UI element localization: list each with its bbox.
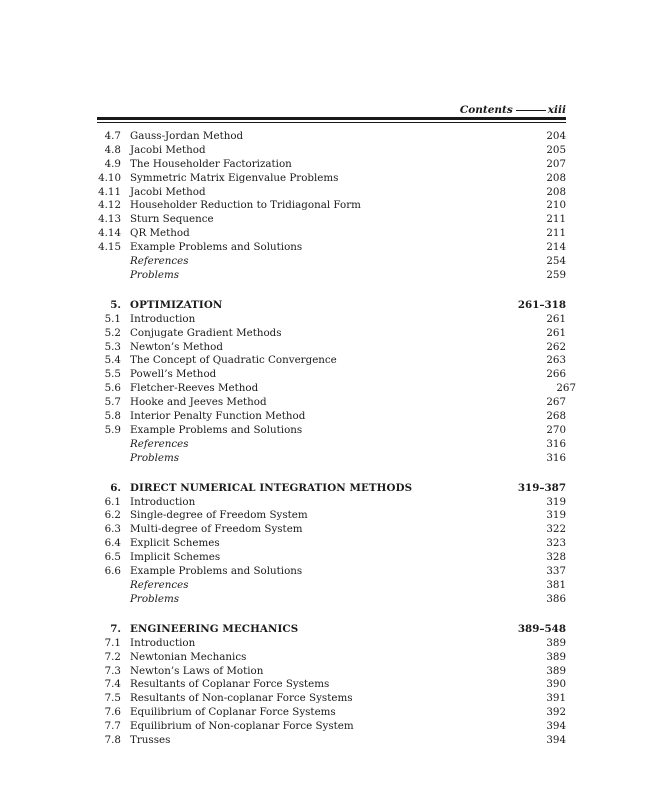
toc-entry-title: Hooke and Jeeves Method <box>130 396 267 409</box>
toc-entry-page: 389 <box>546 650 566 663</box>
toc-entry-row <box>97 537 566 551</box>
toc-entry-row <box>97 523 566 537</box>
toc-entry-page: 259 <box>546 268 566 281</box>
toc-entry-title: Problems <box>130 592 180 605</box>
table-of-contents <box>97 130 576 748</box>
toc-entry-title: Powell’s Method <box>130 368 217 381</box>
toc-entry-number: 6.3 <box>104 523 121 536</box>
toc-entry-page: 323 <box>546 537 566 550</box>
toc-entry-page: 261 <box>546 312 566 325</box>
toc-entry-title: Example Problems and Solutions <box>130 241 303 254</box>
toc-entry-number: 5.6 <box>104 382 121 395</box>
toc-entry-row <box>97 692 566 706</box>
toc-entry-page: 261 <box>546 326 566 339</box>
toc-entry-page: 211 <box>546 213 566 226</box>
toc-entry-title: Example Problems and Solutions <box>130 423 303 436</box>
toc-entry-row <box>97 269 566 283</box>
toc-entry-number: 7. <box>110 622 121 635</box>
toc-entry-page: 390 <box>546 678 566 691</box>
toc-entry-row <box>97 565 566 579</box>
toc-entry-title: Trusses <box>130 733 171 746</box>
toc-entry-title: References <box>130 578 189 591</box>
toc-entry-title: QR Method <box>130 227 190 240</box>
toc-entry-number: 4.14 <box>98 227 121 240</box>
toc-entry-title: Conjugate Gradient Methods <box>130 326 282 339</box>
toc-entry-row <box>97 341 566 355</box>
toc-entry-title: Single-degree of Freedom System <box>130 509 308 522</box>
running-header <box>97 103 566 117</box>
toc-entry-title: OPTIMIZATION <box>130 298 223 311</box>
toc-entry-number: 4.13 <box>98 213 121 226</box>
toc-entry-row <box>97 130 566 144</box>
toc-entry-number: 7.7 <box>104 720 121 733</box>
toc-entry-page: 254 <box>546 255 566 268</box>
toc-entry-row <box>97 144 566 158</box>
toc-entry-row <box>97 452 566 466</box>
toc-entry-page: 204 <box>546 130 566 142</box>
toc-entry-row <box>97 509 566 523</box>
toc-entry-page: 262 <box>546 340 566 353</box>
toc-entry-page: 381 <box>546 578 566 591</box>
toc-entry-title: References <box>130 255 189 268</box>
toc-entry-page: 392 <box>546 706 566 719</box>
toc-entry-number: 7.1 <box>104 636 121 649</box>
toc-entry-number: 5. <box>110 298 121 311</box>
toc-entry-page: 389 <box>546 636 566 649</box>
toc-chapter-row <box>97 481 566 496</box>
toc-entry-number: 4.8 <box>104 143 121 156</box>
toc-entry-number: 7.6 <box>104 706 121 719</box>
toc-entry-title: Gauss-Jordan Method <box>130 130 244 142</box>
toc-entry-row <box>97 734 566 748</box>
toc-entry-page: 386 <box>546 592 566 605</box>
header-rule-thick <box>97 117 566 120</box>
toc-entry-row <box>97 396 566 410</box>
toc-entry-title: ENGINEERING MECHANICS <box>130 622 299 635</box>
toc-entry-row <box>97 213 566 227</box>
toc-entry-title: Newton’s Method <box>130 340 223 353</box>
toc-entry-row <box>97 720 566 734</box>
header-page-number: xiii <box>547 104 566 116</box>
toc-entry-row <box>97 637 566 651</box>
toc-entry-number: 6.6 <box>104 565 121 578</box>
toc-entry-row <box>97 199 566 213</box>
toc-entry-title: Newton’s Laws of Motion <box>130 664 264 677</box>
toc-entry-title: Explicit Schemes <box>130 537 220 550</box>
toc-entry-row <box>97 313 566 327</box>
toc-entry-number: 5.9 <box>104 423 121 436</box>
toc-entry-page: 270 <box>546 423 566 436</box>
toc-entry-row <box>97 172 566 186</box>
toc-entry-page: 267 <box>546 396 566 409</box>
toc-entry-number: 4.7 <box>104 130 121 142</box>
toc-entry-number: 7.8 <box>104 733 121 746</box>
toc-entry-page: 208 <box>546 185 566 198</box>
toc-entry-number: 5.8 <box>104 410 121 423</box>
toc-entry-page: 316 <box>546 437 566 450</box>
toc-entry-title: Introduction <box>130 636 196 649</box>
toc-entry-title: Problems <box>130 451 180 464</box>
toc-entry-page: 319 <box>546 509 566 522</box>
toc-entry-row <box>97 424 566 438</box>
toc-entry-page: 208 <box>546 171 566 184</box>
toc-entry-page: 211 <box>546 227 566 240</box>
toc-entry-row <box>97 382 576 396</box>
toc-entry-title: Equilibrium of Coplanar Force Systems <box>130 706 336 719</box>
toc-entry-title: Multi-degree of Freedom System <box>130 523 303 536</box>
toc-entry-page: 391 <box>546 692 566 705</box>
toc-entry-number: 4.11 <box>98 185 121 198</box>
toc-entry-title: Jacobi Method <box>130 185 206 198</box>
toc-entry-number: 5.5 <box>104 368 121 381</box>
toc-entry-title: Problems <box>130 268 180 281</box>
toc-entry-row <box>97 241 566 255</box>
toc-entry-page: 389 <box>546 664 566 677</box>
toc-entry-number: 5.4 <box>104 354 121 367</box>
toc-entry-title: The Householder Factorization <box>130 157 292 170</box>
toc-entry-page: 337 <box>546 565 566 578</box>
toc-entry-number: 4.9 <box>104 157 121 170</box>
toc-entry-title: Equilibrium of Non-coplanar Force System <box>130 720 354 733</box>
toc-entry-number: 5.1 <box>104 312 121 325</box>
toc-entry-number: 4.10 <box>98 171 121 184</box>
toc-entry-number: 6.2 <box>104 509 121 522</box>
toc-entry-title: Resultants of Coplanar Force Systems <box>130 678 330 691</box>
toc-entry-page: 319–387 <box>517 481 566 494</box>
toc-entry-title: Example Problems and Solutions <box>130 565 303 578</box>
toc-entry-number: 7.4 <box>104 678 121 691</box>
toc-entry-page: 263 <box>546 354 566 367</box>
toc-entry-title: The Concept of Quadratic Convergence <box>130 354 337 367</box>
toc-entry-row <box>97 410 566 424</box>
toc-entry-number: 7.5 <box>104 692 121 705</box>
header-section-title: Contents <box>459 104 513 116</box>
toc-entry-title: References <box>130 437 189 450</box>
toc-entry-page: 328 <box>546 551 566 564</box>
toc-entry-title: Householder Reduction to Tridiagonal Form <box>130 199 361 212</box>
toc-entry-page: 316 <box>546 451 566 464</box>
toc-entry-row <box>97 593 566 607</box>
toc-entry-title: Fletcher-Reeves Method <box>130 382 259 395</box>
header-rule-thin <box>97 122 566 123</box>
toc-entry-row <box>97 706 566 720</box>
toc-entry-row <box>97 186 566 200</box>
toc-entry-page: 214 <box>546 241 566 254</box>
toc-entry-page: 205 <box>546 143 566 156</box>
toc-entry-number: 4.12 <box>98 199 121 212</box>
toc-entry-title: DIRECT NUMERICAL INTEGRATION METHODS <box>130 481 413 494</box>
toc-entry-row <box>97 438 566 452</box>
toc-entry-page: 266 <box>546 368 566 381</box>
toc-entry-number: 6.4 <box>104 537 121 550</box>
toc-entry-row <box>97 354 566 368</box>
toc-entry-page: 210 <box>546 199 566 212</box>
toc-entry-row <box>97 651 566 665</box>
toc-entry-row <box>97 368 566 382</box>
toc-entry-row <box>97 255 566 269</box>
toc-entry-title: Introduction <box>130 312 196 325</box>
toc-chapter-row <box>97 298 566 313</box>
toc-entry-number: 6.5 <box>104 551 121 564</box>
toc-entry-title: Introduction <box>130 495 196 508</box>
toc-entry-row <box>97 227 566 241</box>
toc-entry-number: 5.3 <box>104 340 121 353</box>
toc-entry-number: 7.3 <box>104 664 121 677</box>
toc-entry-page: 268 <box>546 410 566 423</box>
toc-entry-title: Implicit Schemes <box>130 551 221 564</box>
toc-entry-page: 389–548 <box>517 622 566 635</box>
toc-entry-page: 207 <box>546 157 566 170</box>
toc-entry-title: Sturn Sequence <box>130 213 214 226</box>
toc-entry-number: 5.7 <box>104 396 121 409</box>
toc-entry-row <box>97 579 566 593</box>
toc-entry-row <box>97 327 566 341</box>
header-dash <box>516 110 546 111</box>
toc-entry-number: 6.1 <box>104 495 121 508</box>
toc-entry-number: 6. <box>110 481 121 494</box>
toc-entry-title: Interior Penalty Function Method <box>130 410 306 423</box>
toc-entry-page: 322 <box>546 523 566 536</box>
toc-entry-row <box>97 496 566 510</box>
toc-entry-page: 394 <box>546 720 566 733</box>
toc-entry-page: 394 <box>546 733 566 746</box>
toc-entry-row <box>97 678 566 692</box>
toc-entry-row <box>97 158 566 172</box>
toc-entry-row <box>97 665 566 679</box>
toc-entry-number: 5.2 <box>104 326 121 339</box>
toc-chapter-row <box>97 622 566 637</box>
toc-entry-title: Symmetric Matrix Eigenvalue Problems <box>130 171 339 184</box>
toc-entry-row <box>97 551 566 565</box>
toc-entry-page: 261–318 <box>517 298 566 311</box>
toc-entry-number: 4.15 <box>98 241 121 254</box>
toc-entry-page: 319 <box>546 495 566 508</box>
toc-entry-title: Resultants of Non-coplanar Force Systems <box>130 692 353 705</box>
toc-entry-number: 7.2 <box>104 650 121 663</box>
toc-entry-page: 267 <box>556 382 576 395</box>
toc-entry-title: Newtonian Mechanics <box>130 650 247 663</box>
toc-entry-title: Jacobi Method <box>130 143 206 156</box>
